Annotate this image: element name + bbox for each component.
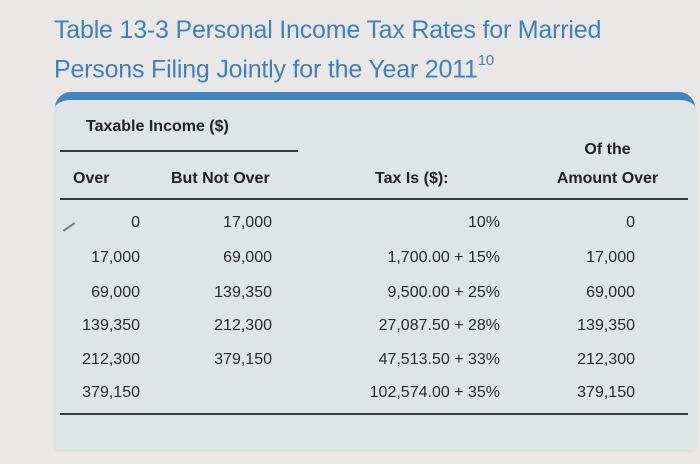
cell-over: 69,000 <box>91 284 140 301</box>
header-taxable-income: Taxable Income ($) <box>86 118 229 135</box>
cell-tax: 27,087.50 + 28% <box>378 317 500 334</box>
header-amount-over: Amount Over <box>556 170 659 187</box>
header-tax-is: Tax Is ($): <box>375 170 449 187</box>
title-line-2-text: Persons Filing Jointly for the Year 2011 <box>54 55 478 84</box>
cell-tax: 10% <box>467 214 500 231</box>
title-footnote: 10 <box>477 52 495 69</box>
header-but-not-over: But Not Over <box>171 170 270 187</box>
title-line-1: Table 13-3 Personal Income Tax Rates for Married <box>54 16 602 44</box>
cell-amount-over: 212,300 <box>577 351 635 368</box>
cell-over: 379,150 <box>82 384 140 401</box>
cell-tax: 9,500.00 + 25% <box>387 284 500 301</box>
cell-not-over: 139,350 <box>214 284 272 301</box>
cell-over: 17,000 <box>91 249 140 266</box>
cell-not-over: 379,150 <box>214 351 272 368</box>
cell-amount-over: 379,150 <box>577 384 635 401</box>
cell-over: 0 <box>131 214 140 231</box>
table-title <box>54 14 694 86</box>
cell-not-over: 69,000 <box>223 249 272 266</box>
cell-over: 212,300 <box>82 351 140 368</box>
cell-tax: 1,700.00 + 15% <box>387 249 500 266</box>
header-of-the: Of the <box>584 141 631 158</box>
cell-tax: 47,513.50 + 33% <box>378 351 500 368</box>
cell-tax: 102,574.00 + 35% <box>369 384 500 401</box>
cell-not-over: 17,000 <box>223 214 272 231</box>
header-bottom-rule <box>60 198 688 200</box>
cell-over: 139,350 <box>82 317 140 334</box>
cell-not-over: 212,300 <box>214 317 272 334</box>
header-group-rule <box>60 150 298 152</box>
cell-amount-over: 69,000 <box>586 284 635 301</box>
cell-amount-over: 0 <box>626 214 635 231</box>
cell-amount-over: 139,350 <box>577 317 635 334</box>
header-over: Over <box>73 170 110 187</box>
cell-amount-over: 17,000 <box>586 249 635 266</box>
title-line-2 <box>54 47 694 86</box>
table-bottom-rule <box>60 413 688 415</box>
